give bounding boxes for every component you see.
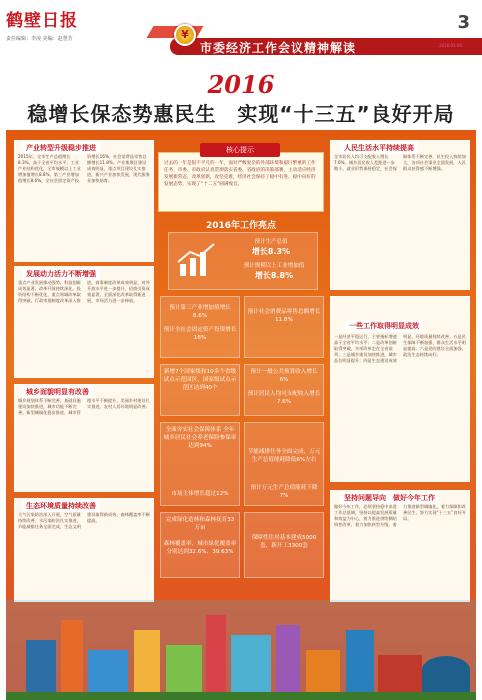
right-section-title-3: 坚持问题导向 做好今年工作 [340, 492, 439, 504]
headline-year: 2016 [207, 70, 275, 99]
pilot-zone-text: 新增7个国家级和10多个省级试点示范园区，国家级试点示范区达到40个 [163, 369, 237, 391]
right-section-text-3: 做好今年工作，必须坚持稳中求进工作总基调，坚持以提高发展质量和效益为中心，着力推进供给侧结构性改革，着力加快转型升级，着力推进新型城镇化，着力保障和改善民生，努力实现“十三五”良好开局。 [334, 504, 466, 527]
yuan-seal-icon: ¥ [174, 24, 196, 46]
investment-text: 预计全社会固定资产投资增长16% [163, 327, 237, 341]
highlight-item-2 [226, 262, 322, 281]
page-headline: 稳增长保态势惠民生 实现“十三五”良好开局 [27, 102, 455, 126]
highlights-title: 2016年工作亮点 [205, 221, 277, 231]
core-tip-text: 过去的一年是很不平凡的一年，面对严峻复杂的外部环境和艰巨繁重的工作任务，市委、市政府认真贯彻落实省委、省政府的决策部署，主动适应经济发展新常态，改革创新，攻坚克难，经济社会保持了稳中有进、稳中向好的发展态势，实现了“十二五”圆满收官。 [164, 161, 316, 187]
city-skyline-illustration [6, 600, 476, 700]
retail-tile [244, 296, 324, 358]
left-section-title-1: 产业转型升级稳步推进 [22, 142, 100, 154]
insurance-text: 全面夯实社会保障体系 全年城乡居民社会养老保险参保率达到94% [163, 427, 237, 449]
left-section-text-2: 重点产业发展推动强势，科技创新成效显著，改革开放持续深化。投资结构不断优化，重点领域改革取得突破，行政审批制度改革深入推进，商事制度改革成效明显，对外开放水平进一步提升，招商引资成效显著，全面深化改革取得新进展，市场活力进一步释放。 [18, 280, 150, 303]
right-section-title-2: 一些工作取得明显成效 [345, 320, 423, 332]
growth-chart-icon [176, 242, 220, 278]
highlight-value: 增长8.3% [251, 247, 291, 256]
retail-text: 预计社会消费品零售总额增长11.8% [247, 309, 321, 323]
left-section-text-4: 大气污染防治深入开展，空气质量持续改善，水污染防治扎实推进，节能减排任务全面完成，生态文明建设取得新成效，森林覆盖率不断提高。 [18, 512, 150, 529]
left-section-text-1: 2015年，全市生产总值增长8.3%，高于全省平均水平；工业产业结构优化，全市规模以上工业增加值增长8.8%，第三产业增加值增长8.6%，全社会固定资产投资增长16%，社会消费品零售总额增长11.8%。产业集聚区建设成效明显，重点项目建设扎实推进，新兴产业加快发展，现代服务业加快培育。 [18, 154, 150, 183]
energy-text: 节能减排任务全面完成，万元生产总值能耗降低6%左右 [247, 449, 321, 463]
market-entity-text: 市场主体增长超过12% [171, 491, 229, 497]
afforestation-text: 完成绿化造林和森林抚育33万亩 [165, 517, 235, 531]
page-number: 3 [457, 12, 470, 33]
tertiary-text: 预计第三产业增加值增长8.6% [169, 305, 231, 319]
left-section-title-2: 发展动力活力不断增强 [22, 268, 100, 280]
energy-drop-text: 预计万元生产总值能耗下降7% [250, 485, 318, 499]
left-section-title-3: 城乡面貌明显有改善 [22, 386, 93, 398]
right-section-text-2: 一是经济平稳运行，主要指标增速高于全省平均水平；二是改革创新取得突破，多项改革走在全省前列；三是城乡建设加快推进，城市品位明显提升；四是生态建设成效明显，环境质量持续改善；五是民生保障不断加强，群众生活水平明显提高；六是党的建设全面加强，政治生态持续向好。 [334, 334, 466, 363]
banner-date: 2016.01.06 [439, 43, 462, 48]
core-tip-title: 核心提示 [200, 143, 280, 157]
left-section-text-3: 城乡规划体系不断完善，基础设施建设加快推进，城市功能不断完善，新型城镇化稳步推进，城市管理水平不断提升，美丽乡村建设扎实推进，农村人居环境明显改善。 [18, 398, 150, 415]
banner-title: 市委经济工作会议精神解读 [200, 41, 357, 55]
right-section-text-1: 全市居民人均可支配收入增长7.6%，城乡居民收入差距进一步缩小，就业形势保持稳定，社会保障体系不断完善，民生投入持续加大，各项社会事业全面发展，人民群众获得感不断增强。 [334, 154, 466, 171]
highlight-label: 预计生产总值 [254, 239, 288, 245]
budget-text: 预计一般公共预算收入增长6% [250, 369, 318, 383]
left-section-title-4: 生态环境质量持续改善 [22, 500, 100, 512]
highlight-item-1 [226, 238, 316, 257]
editor-credit: 责任编辑：李凌 美编：赵慧芳 [6, 36, 73, 42]
highlight-label: 预计规模以上工业增加值 [243, 263, 305, 269]
forest-coverage-text: 森林覆盖率、城市绿化覆盖率分别达到32.6%、39.63% [163, 541, 237, 555]
newspaper-logo: 鹤壁日报 [6, 11, 78, 31]
right-section-title-1: 人民生活水平持续提高 [340, 142, 418, 154]
highlight-value: 增长8.8% [254, 271, 294, 280]
housing-text: 保障性住房基本建成5000套，新开工3300套 [251, 535, 317, 549]
income-text: 预计居民人均可支配收入增长7.6% [247, 391, 321, 405]
